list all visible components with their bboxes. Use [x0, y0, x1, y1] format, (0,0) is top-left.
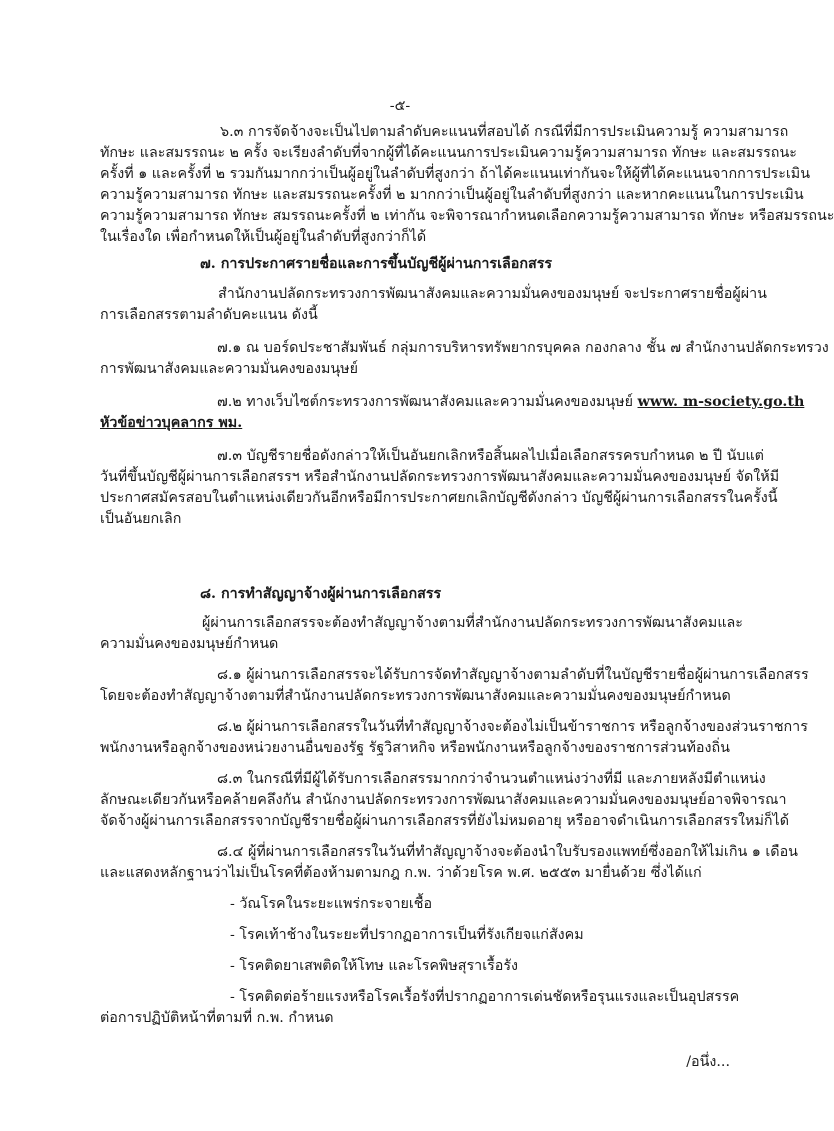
text-line: ๖.๓ การจัดจ้างจะเป็นไปตามลำดับคะแนนที่สอบได้ กรณีที่มีการประเมินความรู้ ความสามารถ [220, 124, 789, 140]
list-item: - โรคเท้าช้างในระยะที่ปรากฏอาการเป็นที่รังเกียจแก่สังคม [230, 927, 584, 943]
section-7 [100, 254, 829, 530]
text-line: การพัฒนาสังคมและความมั่นคงของมนุษย์ [100, 361, 358, 377]
text-line: ความรู้ความสามารถ ทักษะ สมรรถนะครั้งที่ ๒ เท่ากัน จะพิจารณากำหนดเลือกความรู้ความสามารถ ทักษะ หรือสมรรถนะ [100, 208, 834, 224]
section-7-heading: ๗. การประกาศรายชื่อและการขึ้นบัญชีผู้ผ่านการเลือกสรร [200, 256, 553, 272]
item-7-2 [100, 392, 805, 413]
text-line: โดยจะต้องทำสัญญาจ้างตามที่สำนักงานปลัดกระทรวงการพัฒนาสังคมและความมั่นคงของมนุษย์กำหนด [100, 688, 731, 704]
text-line: ทักษะ และสมรรถนะ ๒ ครั้ง จะเรียงลำดับที่จากผู้ที่ได้คะแนนการประเมินความรู้ความสามารถ ทักษะ และสมรรถนะ [100, 145, 797, 161]
text-line: ผู้ผ่านการเลือกสรรจะต้องทำสัญญาจ้างตามที่สำนักงานปลัดกระทรวงการพัฒนาสังคมและ [202, 615, 743, 631]
text-line: ความมั่นคงของมนุษย์กำหนด [100, 636, 279, 652]
text-line: ๘.๓ ในกรณีที่มีผู้ได้รับการเลือกสรรมากกว่าจำนวนตำแหน่งว่างที่มี และภายหลังมีตำแหน่ง [217, 771, 766, 787]
continuation-marker: /อนึ่ง... [686, 1054, 730, 1070]
text-line: จัดจ้างผู้ผ่านการเลือกสรรจากบัญชีรายชื่อผู้ผ่านการเลือกสรรที่ยังไม่หมดอายุ หรืออาจดำเนินการเลือกสรรใหม่ก็ได้ [100, 813, 790, 829]
text-line: สำนักงานปลัดกระทรวงการพัฒนาสังคมและความมั่นคงของมนุษย์ จะประกาศรายชื่อผู้ผ่าน [218, 286, 767, 302]
page-number: -๕- [389, 98, 411, 114]
text-line: และแสดงหลักฐานว่าไม่เป็นโรคที่ต้องห้ามตามกฎ ก.พ. ว่าด้วยโรค พ.ศ. ๒๕๕๓ มายื่นด้วย ซึ่งได้แก่ [100, 865, 702, 881]
text-line: ประกาศสมัครสอบในตำแหน่งเดียวกันอีกหรือมีการประกาศยกเลิกบัญชีดังกล่าว บัญชีผู้ผ่านการเลือกสรรในครั้งนี้ [100, 490, 778, 506]
text-line: วันที่ขึ้นบัญชีผู้ผ่านการเลือกสรรฯ หรือสำนักงานปลัดกระทรวงการพัฒนาสังคมและความมั่นคงของมนุษย์ จัดให้มี [100, 469, 780, 485]
text-line: ครั้งที่ ๑ และครั้งที่ ๒ รวมกันมากกว่าเป็นผู้อยู่ในลำดับที่สูงกว่า ถ้าได้คะแนนเท่ากันจะให้ผู้ที่ได้คะแนนจากการประเมิน [100, 166, 810, 182]
website-link[interactable]: www. m-society.go.th [637, 394, 805, 410]
news-topic: หัวข้อข่าวบุคลากร พม. [100, 415, 243, 431]
text-line: ต่อการปฏิบัติหน้าที่ตามที่ ก.พ. กำหนด [100, 1010, 334, 1026]
text-line: ๗.๓ บัญชีรายชื่อดังกล่าวให้เป็นอันยกเลิกหรือสิ้นผลไปเมื่อเลือกสรรครบกำหนด ๒ ปี นับแต่ [217, 448, 764, 464]
text-line: ๘.๔ ผู้ที่ผ่านการเลือกสรรในวันที่ทำสัญญาจ้างจะต้องนำใบรับรองแพทย์ซึ่งออกให้ไม่เกิน ๑ เดือน [217, 844, 798, 860]
section-8 [100, 584, 809, 1029]
text-line: ๗.๑ ณ บอร์ดประชาสัมพันธ์ กลุ่มการบริหารทรัพยากรบุคคล กองกลาง ชั้น ๗ สำนักงานปลัดกระทรวง [217, 340, 829, 356]
text-line: การเลือกสรรตามลำดับคะแนน ดังนี้ [100, 307, 318, 323]
text-line: ลักษณะเดียวกันหรือคล้ายคลึงกัน สำนักงานปลัดกระทรวงการพัฒนาสังคมและความมั่นคงของมนุษย์อาจพิจารณา [100, 792, 787, 808]
text-line: ๘.๑ ผู้ผ่านการเลือกสรรจะได้รับการจัดทำสัญญาจ้างตามลำดับที่ในบัญชีรายชื่อผู้ผ่านการเลือกสรร [217, 667, 809, 683]
paragraph-6-3 [100, 122, 834, 248]
text-line: พนักงานหรือลูกจ้างของหน่วยงานอื่นของรัฐ รัฐวิสาหกิจ หรือพนักงานหรือลูกจ้างของราชการส่วนท้องถิ่น [100, 740, 730, 756]
text-line: ๘.๒ ผู้ผ่านการเลือกสรรในวันที่ทำสัญญาจ้างจะต้องไม่เป็นข้าราชการ หรือลูกจ้างของส่วนราชการ [217, 719, 808, 735]
text-line: ในเรื่องใด เพื่อกำหนดให้เป็นผู้อยู่ในลำดับที่สูงกว่าก็ได้ [100, 229, 427, 245]
text-line: ความรู้ความสามารถ ทักษะ และสมรรถนะครั้งที่ ๒ มากกว่าเป็นผู้อยู่ในลำดับที่สูงกว่า และหากคะแนนในการประเมิน [100, 187, 804, 203]
list-item: - โรคติดต่อร้ายแรงหรือโรคเรื้อรังที่ปรากฏอาการเด่นชัดหรือรุนแรงและเป็นอุปสรรค [230, 989, 740, 1005]
list-item: - วัณโรคในระยะแพร่กระจายเชื้อ [230, 896, 433, 912]
section-8-heading: ๘. การทำสัญญาจ้างผู้ผ่านการเลือกสรร [200, 586, 442, 602]
list-item: - โรคติดยาเสพติดให้โทษ และโรคพิษสุราเรื้อรัง [230, 958, 519, 974]
text-line: เป็นอันยกเลิก [100, 511, 182, 527]
item-7-2-text: ๗.๒ ทางเว็บไซต์กระทรวงการพัฒนาสังคมและความมั่นคงของมนุษย์ [217, 394, 638, 410]
